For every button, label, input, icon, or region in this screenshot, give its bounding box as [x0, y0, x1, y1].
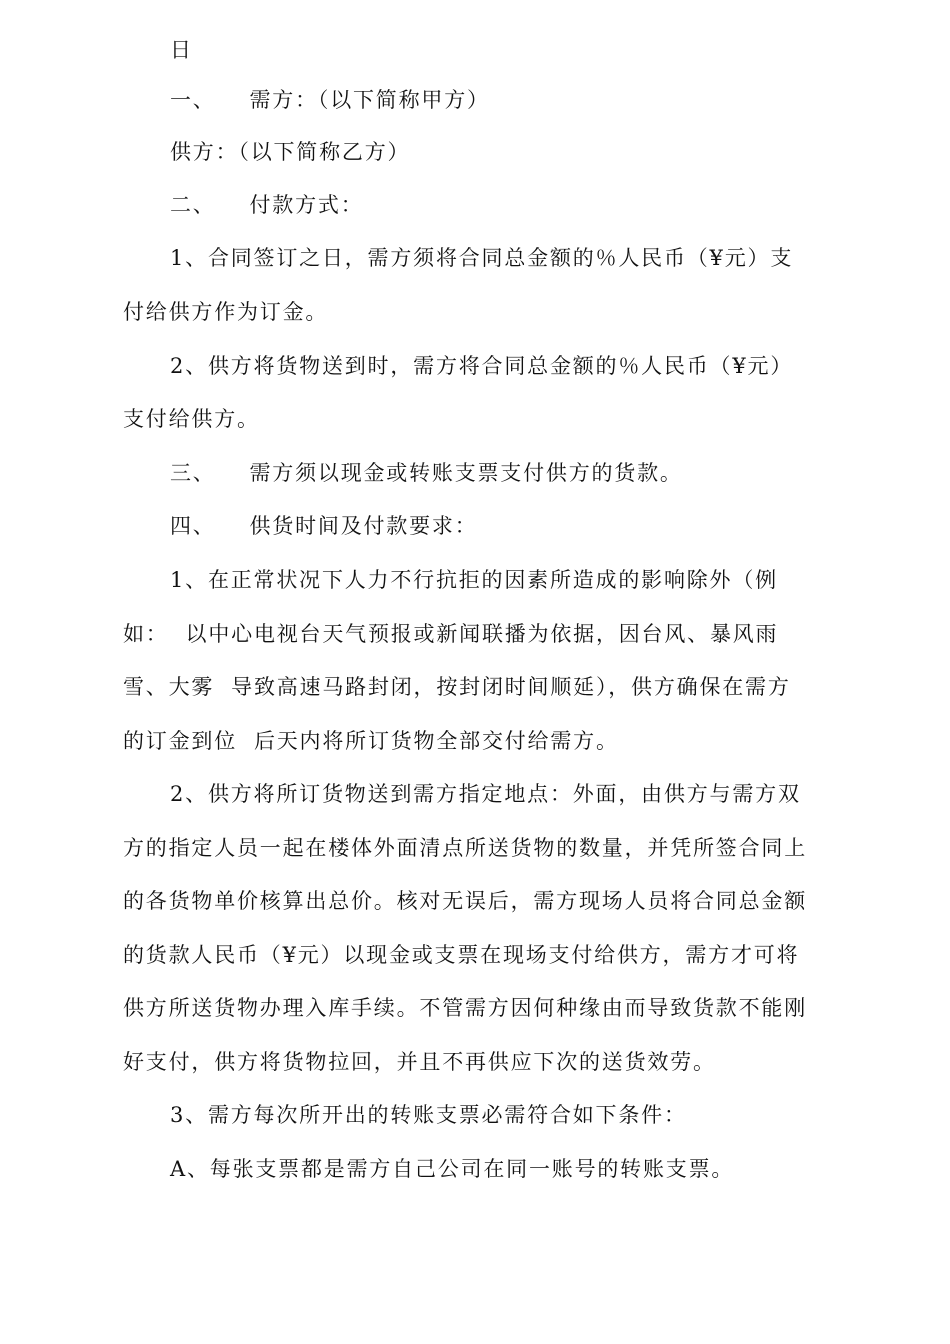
section-3: 三、 需方须以现金或转账支票支付供方的货款。 [170, 461, 683, 485]
clause-4-2-line-1: 2、供方将所订货物送到需方指定地点：外面，由供方与需方双 [170, 782, 801, 806]
clause-2-1-line-2: 付给供方作为订金。 [123, 300, 329, 324]
clause-4-2-line-2: 方的指定人员一起在楼体外面清点所送货物的数量，并凭所签合同上 [123, 836, 807, 860]
clause-4-3: 3、需方每次所开出的转账支票必需符合如下条件： [170, 1103, 687, 1127]
clause-4-2-line-4: 的货款人民币（¥元）以现金或支票在现场支付给供方，需方才可将 [123, 943, 800, 967]
section-1-buyer: 一、 需方：（以下简称甲方） [170, 88, 490, 112]
clause-4-2-line-3: 的各货物单价核算出总价。核对无误后，需方现场人员将合同总金额 [123, 889, 807, 913]
section-2-heading: 二、 付款方式： [170, 193, 364, 217]
section-4-heading: 四、 供货时间及付款要求： [170, 514, 478, 538]
clause-2-1-line-1: 1、合同签订之日，需方须将合同总金额的％人民币（¥元）支 [170, 246, 794, 270]
clause-4-2-line-6: 好支付，供方将货物拉回，并且不再供应下次的送货效劳。 [123, 1050, 716, 1074]
clause-4-1-line-2: 如： 以中心电视台天气预报或新闻联播为依据，因台风、暴风雨 [123, 622, 779, 646]
clause-4-1-line-4: 的订金到位 后天内将所订货物全部交付给需方。 [123, 729, 619, 753]
clause-4-1-line-3: 雪、大雾 导致高速马路封闭，按封闭时间顺延），供方确保在需方 [123, 675, 791, 699]
supplier-line: 供方：（以下简称乙方） [170, 140, 411, 164]
clause-2-2-line-2: 支付给供方。 [123, 407, 260, 431]
clause-2-2-line-1: 2、供方将货物送到时，需方将合同总金额的％人民币（¥元） [170, 354, 794, 378]
clause-4-1-line-1: 1、在正常状况下人力不行抗拒的因素所造成的影响除外（例 [170, 568, 778, 592]
clause-4-3-a: A、每张支票都是需方自己公司在同一账号的转账支票。 [170, 1157, 735, 1181]
date-line: 日 [170, 38, 193, 62]
clause-4-2-line-5: 供方所送货物办理入库手续。不管需方因何种缘由而导致货款不能刚 [123, 996, 807, 1020]
